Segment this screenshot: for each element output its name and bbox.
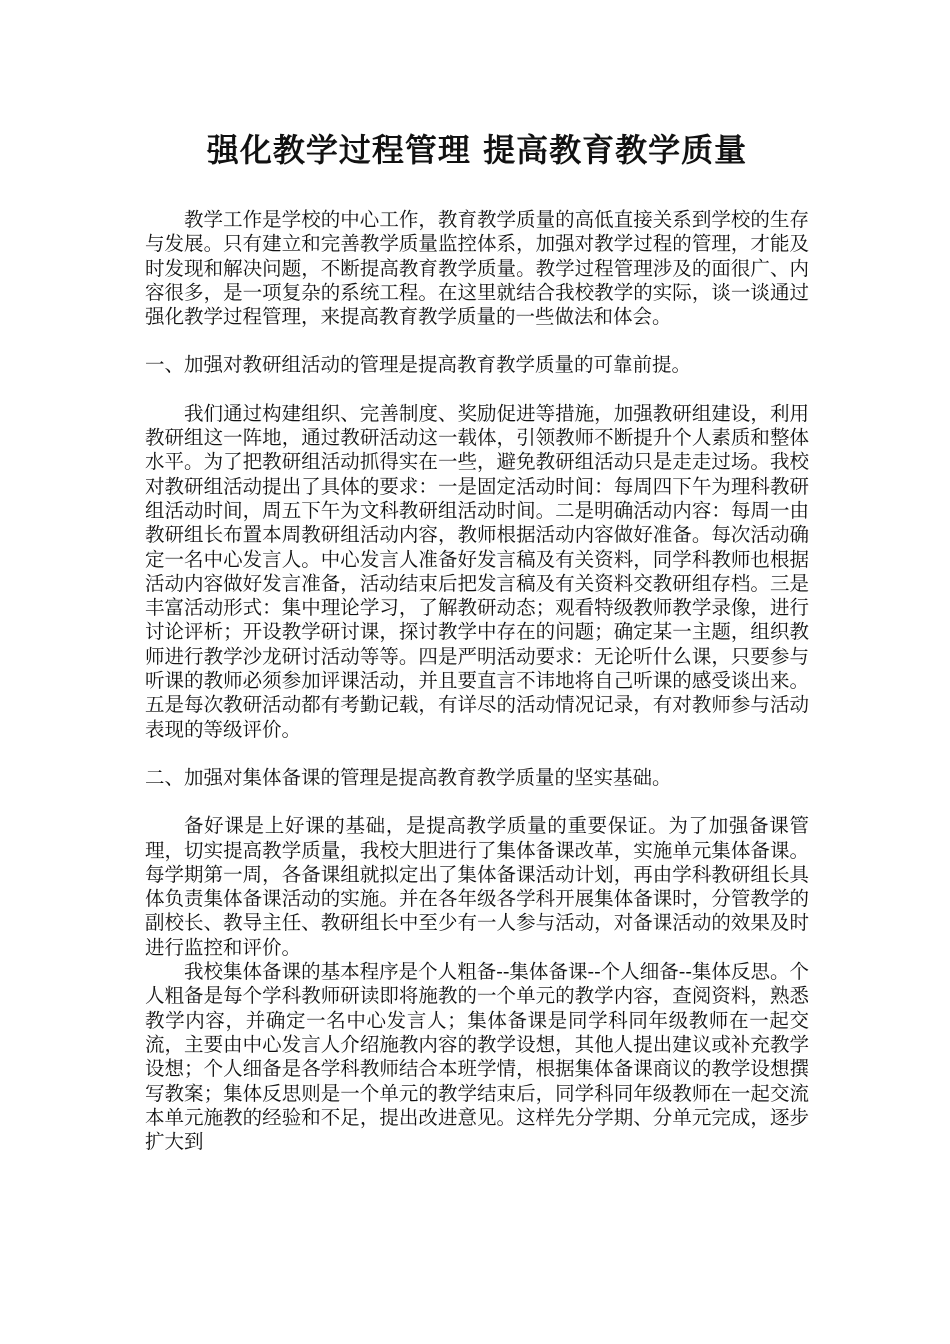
section-1-heading: 一、加强对教研组活动的管理是提高教育教学质量的可靠前提。 — [145, 353, 692, 377]
section-2-paragraph-1: 备好课是上好课的基础，是提高教学质量的重要保证。为了加强备课管理，切实提高教学质量，我校大胆进行了集体备课改革，实施单元集体备课。每学期第一周，各备课组就拟定出了集体备课活动计划，再由学科教研组长具体负责集体备课活动的实施。并在各年级各学科开展集体备课时，分管教学的副校长、教导主任、教研组长中至少有一人参与活动，对备课活动的效果及时进行监控和评价。 — [145, 814, 809, 959]
intro-paragraph: 教学工作是学校的中心工作，教育教学质量的高低直接关系到学校的生存与发展。只有建立和完善教学质量监控体系，加强对教学过程的管理，才能及时发现和解决问题，不断提高教育教学质量。教学过程管理涉及的面很广、内容很多，是一项复杂的系统工程。在这里就结合我校教学的实际，谈一谈通过强化教学过程管理，来提高教育教学质量的一些做法和体会。 — [145, 208, 809, 329]
paragraph-gap — [145, 329, 809, 353]
paragraph-gap — [145, 742, 809, 766]
section-1-paragraph: 我们通过构建组织、完善制度、奖励促进等措施，加强教研组建设，利用教研组这一阵地，通过教研活动这一载体，引领教师不断提升个人素质和整体水平。为了把教研组活动抓得实在一些，避免教研组活动只是走走过场。我校对教研组活动提出了具体的要求：一是固定活动时间：每周四下午为理科教研组活动时间，周五下午为文科教研组活动时间。二是明确活动内容：每周一由教研组长布置本周教研组活动内容，教师根据活动内容做好准备。每次活动确定一名中心发言人。中心发言人准备好发言稿及有关资料，同学科教师也根据活动内容做好发言准备，活动结束后把发言稿及有关资料交教研组存档。三是丰富活动形式：集中理论学习，了解教研动态；观看特级教师教学录像，进行讨论评析；开设教学研讨课，探讨教学中存在的问题；确定某一主题，组织教师进行教学沙龙研讨活动等等。四是严明活动要求：无论听什么课，只要参与听课的教师必须参加评课活动，并且要直言不讳地将自己听课的感受谈出来。五是每次教研活动都有考勤记载，有详尽的活动情况记录，有对教师参与活动表现的等级评价。 — [145, 401, 809, 741]
paragraph-gap — [145, 378, 809, 402]
document-title: 强化教学过程管理 提高教育教学质量 — [206, 131, 748, 169]
section-2-paragraph-2: 我校集体备课的基本程序是个人粗备--集体备课--个人细备--集体反思。个人粗备是每个学科教师研读即将施教的一个单元的教学内容，查阅资料，熟悉教学内容，并确定一名中心发言人；集体备课是同学科同年级教师在一起交流，主要由中心发言人介绍施教内容的教学设想，其他人提出建议或补充教学设想；个人细备是各学科教师结合本班学情，根据集体备课商议的教学设想撰写教案；集体反思则是一个单元的教学结束后，同学科同年级教师在一起交流本单元施教的经验和不足，提出改进意见。这样先分学期、分单元完成，逐步扩大到 — [145, 960, 809, 1154]
paragraph-gap — [145, 790, 809, 814]
section-2-heading: 二、加强对集体备课的管理是提高教育教学质量的坚实基础。 — [145, 765, 672, 789]
document-content — [145, 128, 809, 1154]
